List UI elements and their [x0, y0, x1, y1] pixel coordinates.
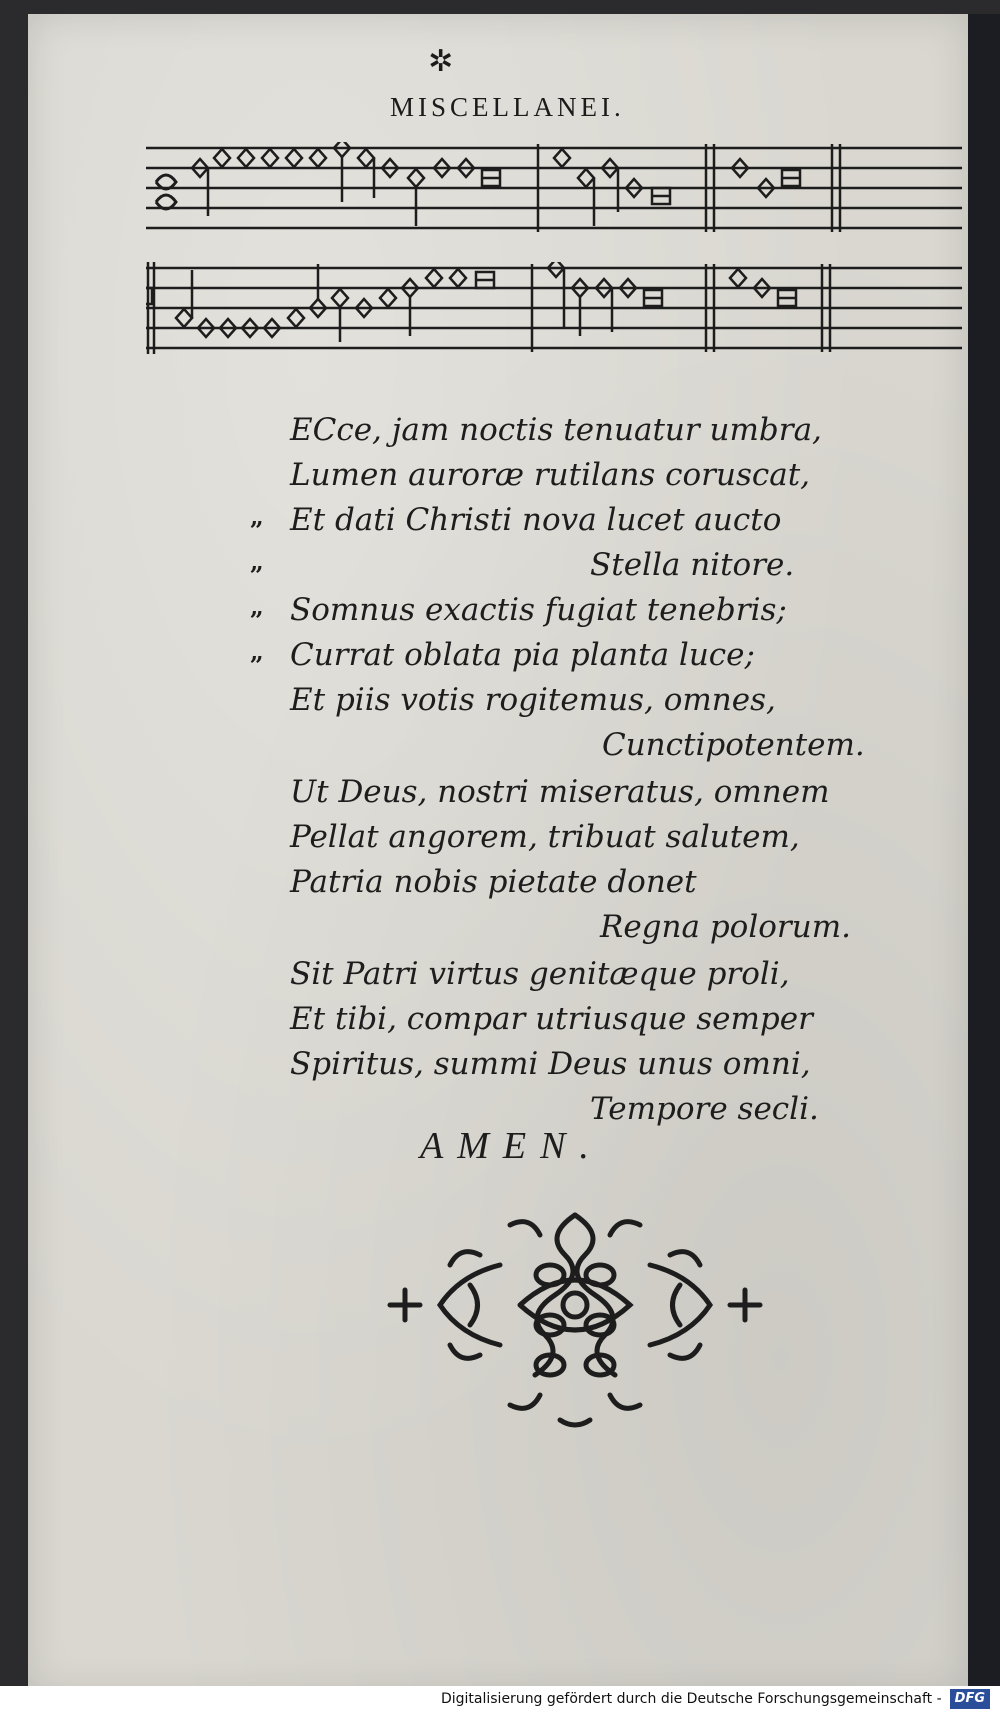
music-staff-2 [146, 262, 962, 354]
verse-line: Cunctipotentem. [602, 727, 865, 763]
verse-line: Et piis votis rogitemus, omnes, [290, 682, 776, 718]
verse-line: „ Stella nitore. [250, 547, 795, 583]
marginal-quote-mark: „ [250, 547, 264, 576]
running-head: MISCELLANEI. [390, 92, 625, 122]
verse-line: Patria nobis pietate donet [290, 864, 697, 900]
dfg-logo: DFG [950, 1689, 990, 1709]
marginal-quote-mark: „ [250, 502, 264, 531]
digitization-footer [0, 1686, 1000, 1712]
verse-line: „ Somnus exactis fugiat tenebris; [250, 592, 787, 628]
music-staff-1 [146, 142, 962, 234]
verse-line: Tempore secli. [590, 1091, 819, 1127]
verse-line: Sit Patri virtus genitæque proli, [290, 956, 790, 992]
staff-2-notation [146, 262, 962, 354]
verse-line: Lumen auroræ rutilans coruscat, [290, 457, 811, 493]
verse-line: Pellat angorem, tribuat salutem, [290, 819, 800, 855]
verse-line: Ut Deus, nostri miseratus, omnem [290, 774, 830, 810]
verse-line: Et tibi, compar utriusque semper [290, 1001, 813, 1037]
verse-line: Spiritus, summi Deus unus omni, [290, 1046, 811, 1082]
verse-line: „ Currat oblata pia planta luce; [250, 637, 755, 673]
staff-1-notation [146, 142, 962, 234]
floral-ornament-icon [380, 1205, 770, 1435]
footer-credit: Digitalisierung gefördert durch die Deutsche Forschungsgemeinschaft - [440, 1691, 942, 1707]
marginal-quote-mark: „ [250, 637, 264, 666]
verse-line: Regna polorum. [600, 909, 851, 945]
scan-edge [968, 14, 1000, 1694]
star-ornament-icon: ✲ [428, 44, 454, 79]
verse-line: „ Et dati Christi nova lucet aucto [250, 502, 782, 538]
verse-line: ECce, jam noctis tenuatur umbra, [290, 412, 822, 448]
amen-closing: AMEN. [420, 1125, 603, 1167]
marginal-quote-mark: „ [250, 592, 264, 621]
